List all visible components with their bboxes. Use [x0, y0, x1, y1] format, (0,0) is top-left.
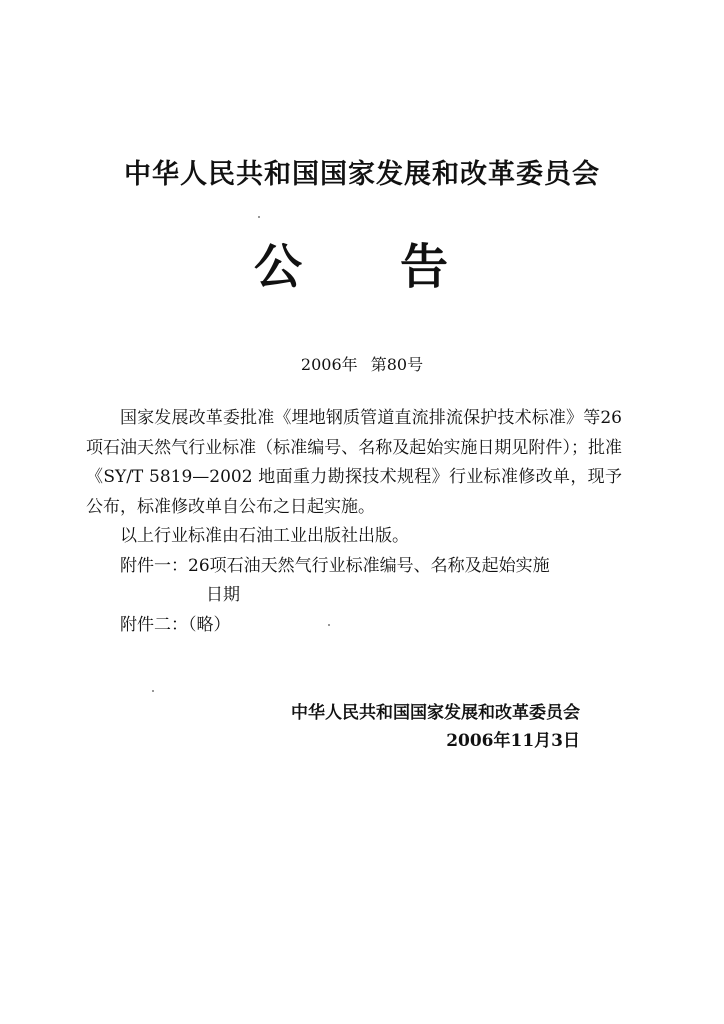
organization-title: 中华人民共和国国家发展和改革委员会	[124, 159, 600, 190]
body-paragraph-1: 国家发展改革委批准《埋地钢质管道直流排流保护技术标准》等26项石油天然气行业标准（标准编号、名称及起始实施日期见附件）；批准《SY/T 5819—2002 地面重力勘探技术规程》行业标准修改单，现予公布，标准修改单自公布之日起实施。	[86, 408, 622, 517]
annex-1-line-1: 附件一：26项石油天然气行业标准编号、名称及起始实施	[120, 555, 550, 576]
scan-speck	[328, 624, 330, 626]
body-paragraph-2: 以上行业标准由石油工业出版社出版。	[120, 526, 409, 546]
scan-speck	[152, 690, 154, 692]
annex-1-line-2: 日期	[206, 585, 240, 605]
notice-title-char-1: 公	[254, 239, 303, 295]
notice-body	[86, 404, 622, 640]
notice-title-char-2: 告	[400, 239, 449, 295]
notice-title	[0, 228, 724, 295]
annex-2: 附件二：（略）	[120, 614, 231, 635]
issue-date: 2006年11月3日	[446, 731, 580, 751]
scan-speck	[258, 216, 260, 218]
document-number: 2006年 第80号	[300, 355, 424, 374]
issuer-signature: 中华人民共和国国家发展和改革委员会	[291, 703, 580, 723]
